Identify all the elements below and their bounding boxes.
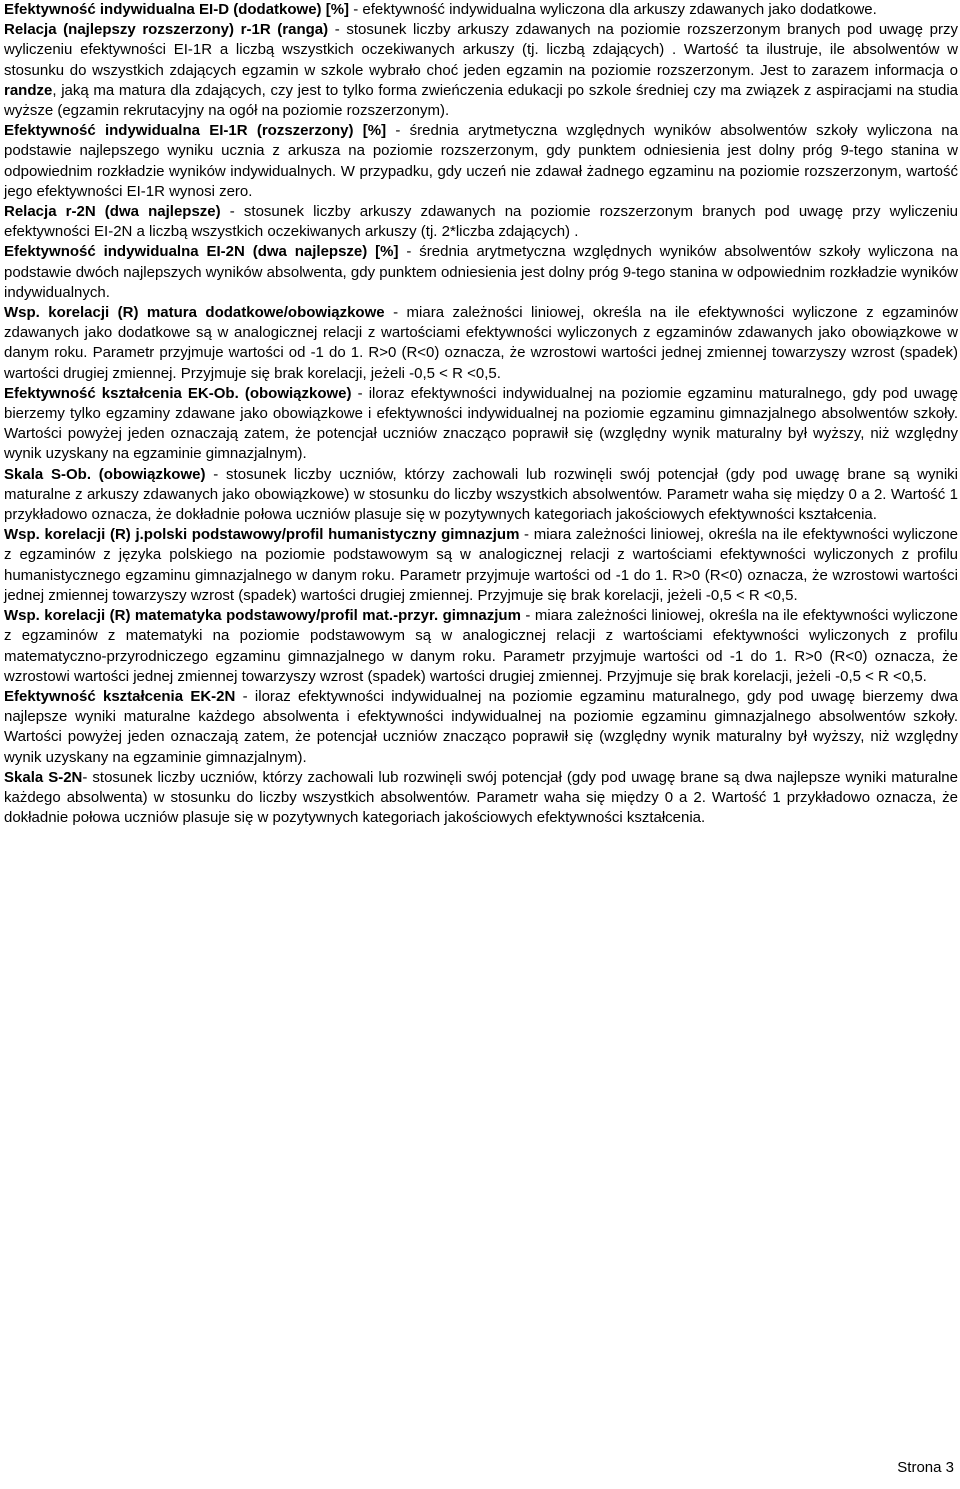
definition-correlation-polish xyxy=(4,525,958,606)
term-ek-2n: Efektywność kształcenia EK-2N xyxy=(4,687,236,705)
definition-text: - stosunek liczby uczniów, którzy zachowali lub rozwinęli swój potencjał (gdy pod uwagę brane są dwa najlepsze wyniki maturalne każdego absolwenta) w stosunku do liczby wszystkich absolwentów. Parametr waha się między 0 a 2. Wartość 1 przykładowo oznacza, że dokładnie połowa uczniów plasuje się w pozytywnych kategoriach jakościowych efektywności kształcenia. xyxy=(4,768,958,827)
page-number: Strona 3 xyxy=(897,1459,954,1476)
definition-text: - średnia arytmetyczna względnych wyników absolwentów szkoły wyliczona na podstawie dwóch najlepszych wyników absolwenta, gdy punktem odniesienia jest dolny próg 9-tego stanina w odpowiednim rozkładzie wyników indywidualnych. xyxy=(4,243,958,301)
definition-s-ob xyxy=(4,465,958,526)
term-ek-ob: Efektywność kształcenia EK-Ob. (obowiązkowe) xyxy=(4,384,352,402)
definition-text: - miara zależności liniowej, określa na ile efektywności wyliczone z egzaminów z języka polskiego na poziomie podstawowym są w analogicznej relacji z wartościami efektywności wyliczonych z profilu humanistycznego egzaminu gimnazjalnego w danym roku. Parametr przyjmuje wartości od -1 do 1. R>0 (R<0) oznacza, że wzrostowi wartości jednej zmiennej towarzyszy wzrost (spadek) wartości drugiej zmiennej. Przyjmuje się brak korelacji, jeżeli -0,5 < R <0,5. xyxy=(4,526,959,604)
definition-r-2n xyxy=(4,202,958,242)
term-ei-1r: Efektywność indywidualna EI-1R (rozszerzony) [%] xyxy=(4,122,387,140)
definition-ek-ob xyxy=(4,384,958,465)
term-s-ob: Skala S-Ob. (obowiązkowe) xyxy=(4,465,206,483)
definition-text: - iloraz efektywności indywidualnej na poziomie egzaminu maturalnego, gdy pod uwagę bierzemy dwa najlepsze wyniki maturalne każdego absolwenta i efektywności indywidualnej na poziomie egzaminu gimnazjalnego absolwentów szkoły. Wartości powyżej jeden oznaczają zatem, że potencjał uczniów znacząco poprawił się (względny wynik maturalny był wyższy, niż względny wynik uzyskany na egzaminie gimnazjalnym). xyxy=(4,687,958,766)
definition-text: - efektywność indywidualna wyliczona dla arkuszy zdawanych jako dodatkowe. xyxy=(349,1,877,18)
definition-text: - stosunek liczby arkuszy zdawanych na poziomie rozszerzonym branych pod uwagę przy wyliczeniu efektywności EI-2N a liczbą wszystkich oczekiwanych arkuszy (tj. 2*liczba zdających) . xyxy=(4,203,958,241)
definition-correlation-matura xyxy=(4,303,958,384)
definition-text: - miara zależności liniowej, określa na ile efektywności wyliczone z egzaminów z matematyki na poziomie podstawowym są w analogicznej relacji z wartościami efektywności wyliczonych z profilu matematyczno-przyrodniczego egzaminu gimnazjalnego w danym roku. Parametr przyjmuje wartości od -1 do 1. R>0 (R<0) oznacza, że wzrostowi wartości jednej zmiennej towarzyszy wzrost (spadek) wartości drugiej zmiennej. Przyjmuje się brak korelacji, jeżeli -0,5 < R <0,5. xyxy=(4,607,958,685)
term-r-2n: Relacja r-2N (dwa najlepsze) xyxy=(4,203,221,221)
term-correlation-matura: Wsp. korelacji (R) matura dodatkowe/obowiązkowe xyxy=(4,304,385,322)
definition-ei-d xyxy=(4,0,958,20)
term-correlation-polish: Wsp. korelacji (R) j.polski podstawowy/profil humanistyczny gimnazjum xyxy=(4,526,520,544)
document-body xyxy=(4,0,958,828)
definition-ek-2n xyxy=(4,687,958,768)
definition-r-1r xyxy=(4,20,958,121)
definition-text: - stosunek liczby uczniów, którzy zachowali lub rozwinęli swój potencjał (gdy pod uwagę brane są wyniki maturalne z arkuszy zdawanych jako obowiązkowe) w stosunku do liczby wszystkich absolwentów. Parametr waha się między 0 a 2. Wartość 1 przykładowo oznacza, że dokładnie połowa uczniów plasuje się w pozytywnych kategoriach jakościowych efektywności kształcenia. xyxy=(4,465,959,524)
term-r-1r: Relacja (najlepszy rozszerzony) r-1R (ranga) xyxy=(4,21,329,39)
term-randze: randze xyxy=(4,81,53,99)
definition-text: - miara zależności liniowej, określa na ile efektywności wyliczone z egzaminów zdawanych jako dodatkowe są w analogicznej relacji z wartościami efektywności wyliczonych z egzaminów zdawanych jako obowiązkowe w danym roku. Parametr przyjmuje wartości od -1 do 1. R>0 (R<0) oznacza, że wzrostowi wartości jednej zmiennej towarzyszy wzrost (spadek) wartości drugiej zmiennej. Przyjmuje się brak korelacji, jeżeli -0,5 < R <0,5. xyxy=(4,304,958,382)
definition-s-2n xyxy=(4,768,958,829)
definition-text: - średnia arytmetyczna względnych wyników absolwentów szkoły wyliczona na podstawie najlepszego wyniku ucznia z arkusza na poziomie rozszerzonym, gdy punktem odniesienia jest dolny próg 9-tego stanina w odpowiednim rozkładzie wyników indywidualnych. W przypadku, gdy uczeń nie zdawał żadnego egzaminu na poziomie rozszerzonym, wartość jego efektywności EI-1R wynosi zero. xyxy=(4,122,958,200)
definition-text: - iloraz efektywności indywidualnej na poziomie egzaminu maturalnego, gdy pod uwagę bierzemy tylko egzaminy zdawane jako obowiązkowe i efektywności indywidualnej na poziomie egzaminu gimnazjalnego absolwentów szkoły. Wartości powyżej jeden oznaczają zatem, że potencjał uczniów znacząco poprawił się (względny wynik maturalny był wyższy, niż względny wynik uzyskany na egzaminie gimnazjalnym). xyxy=(4,384,958,463)
definition-ei-2n xyxy=(4,242,958,303)
term-correlation-math: Wsp. korelacji (R) matematyka podstawowy/profil mat.-przyr. gimnazjum xyxy=(4,607,521,625)
term-ei-2n: Efektywność indywidualna EI-2N (dwa najlepsze) [%] xyxy=(4,243,399,261)
definition-correlation-math xyxy=(4,606,958,687)
definition-ei-1r xyxy=(4,121,958,202)
definition-text: , jaką ma matura dla zdających, czy jest to tylko forma zwieńczenia edukacji po szkole średniej czy ma związek z aspiracjami na studia wyższe (egzamin rekrutacyjny na ogół na poziomie rozszerzonym). xyxy=(4,81,958,120)
term-ei-d: Efektywność indywidualna EI-D (dodatkowe) [%] xyxy=(4,1,350,18)
definition-text: - stosunek liczby arkuszy zdawanych na poziomie rozszerzonym branych pod uwagę przy wyliczeniu efektywności EI-1R a liczbą wszystkich oczekiwanych arkuszy (tj. liczbą zdających) . Wartość ta ilustruje, ile absolwentów w stosunku do wszystkich zdających egzamin w szkole wybrało choć jeden egzamin na poziomie rozszerzonym. Jest to zarazem informacja o xyxy=(4,21,958,79)
term-s-2n: Skala S-2N xyxy=(4,768,83,786)
